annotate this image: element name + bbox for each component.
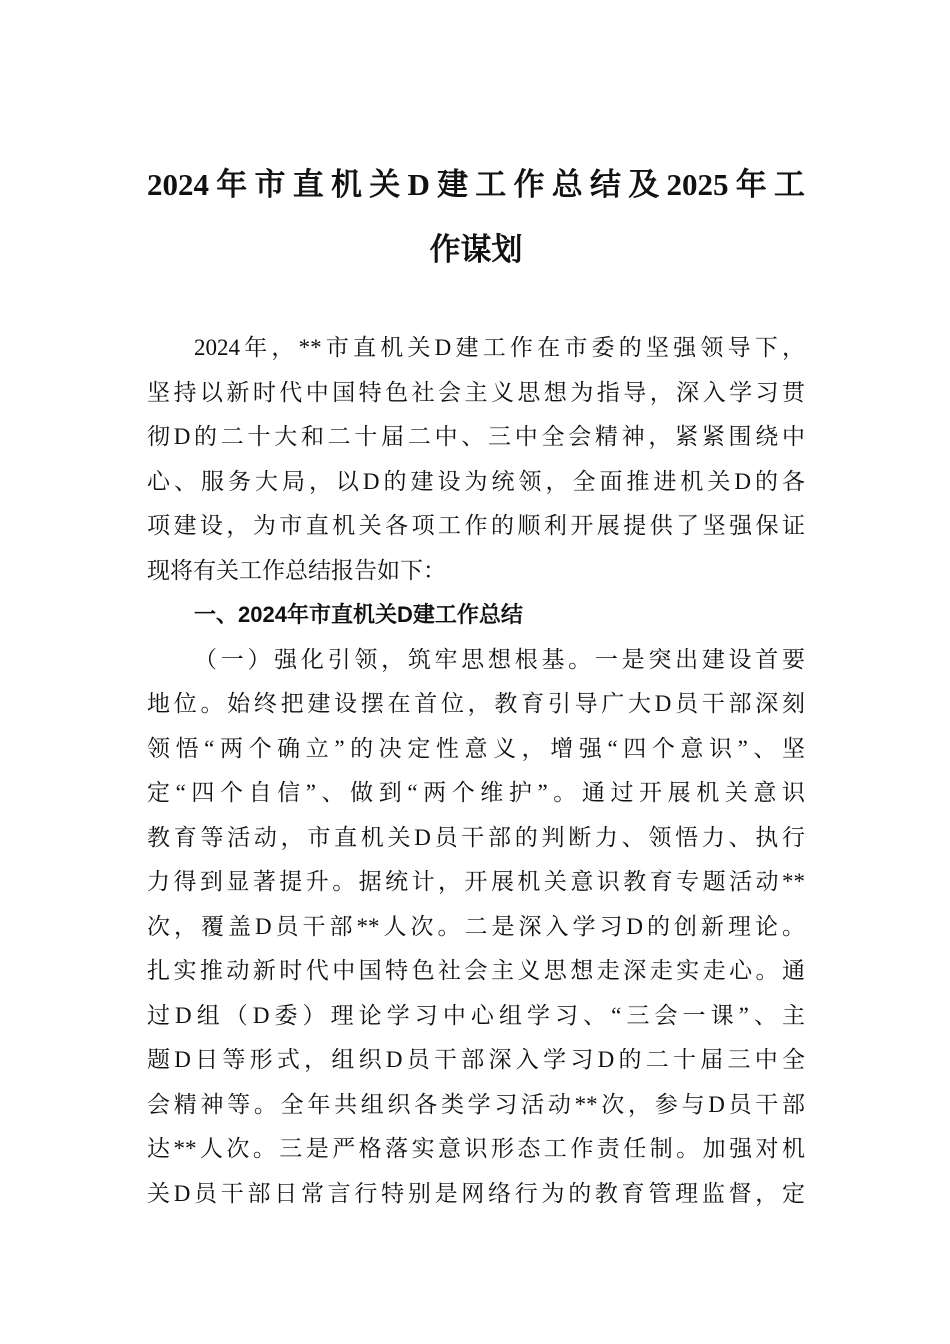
paragraph-line: 扎实推动新时代中国特色社会主义思想走深走实走心。通	[147, 958, 805, 983]
paragraph-line: 地位。始终把建设摆在首位，教育引导广大D员干部深刻	[147, 691, 805, 716]
paragraph-line: 达**人次。三是严格落实意识形态工作责任制。加强对机	[147, 1136, 805, 1161]
paragraph-line: （一）强化引领，筑牢思想根基。一是突出建设首要	[194, 646, 805, 672]
intro-line: 项建设，为市直机关各项工作的顺利开展提供了坚强保证	[147, 513, 805, 538]
paragraph-line: 题D日等形式，组织D员干部深入学习D的二十届三中全	[147, 1047, 805, 1072]
section-heading: 一、2024年市直机关D建工作总结	[194, 602, 523, 627]
intro-line: 彻D的二十大和二十届二中、三中全会精神，紧紧围绕中	[147, 424, 805, 449]
paragraph-line: 关D员干部日常言行特别是网络行为的教育管理监督，定	[147, 1180, 805, 1206]
intro-line: 现将有关工作总结报告如下：	[147, 557, 446, 583]
document-body	[147, 326, 805, 1216]
paragraph-line: 领悟“两个确立”的决定性意义，增强“四个意识”、坚	[147, 735, 805, 761]
paragraph-line: 过D组（D委）理论学习中心组学习、“三会一课”、主	[147, 1002, 805, 1028]
intro-line: 心、服务大局，以D的建设为统领，全面推进机关D的各	[147, 468, 805, 494]
intro-line: 2024年，**市直机关D建工作在市委的坚强领导下，	[194, 335, 805, 360]
paragraph-line: 教育等活动，市直机关D员干部的判断力、领悟力、执行	[147, 824, 805, 850]
paragraph-line: 力得到显著提升。据统计，开展机关意识教育专题活动**	[147, 869, 805, 894]
paragraph-line: 定“四个自信”、做到“两个维护”。通过开展机关意识	[147, 780, 805, 805]
document-title-line-1: 2024年市直机关D建工作总结及2025年工	[147, 167, 805, 202]
intro-line: 坚持以新时代中国特色社会主义思想为指导，深入学习贯	[147, 379, 805, 405]
paragraph-line: 次，覆盖D员干部**人次。二是深入学习D的创新理论。	[147, 913, 805, 939]
document-title-line-2: 作谋划	[429, 232, 523, 267]
paragraph-line: 会精神等。全年共组织各类学习活动**次，参与D员干部	[147, 1091, 805, 1117]
